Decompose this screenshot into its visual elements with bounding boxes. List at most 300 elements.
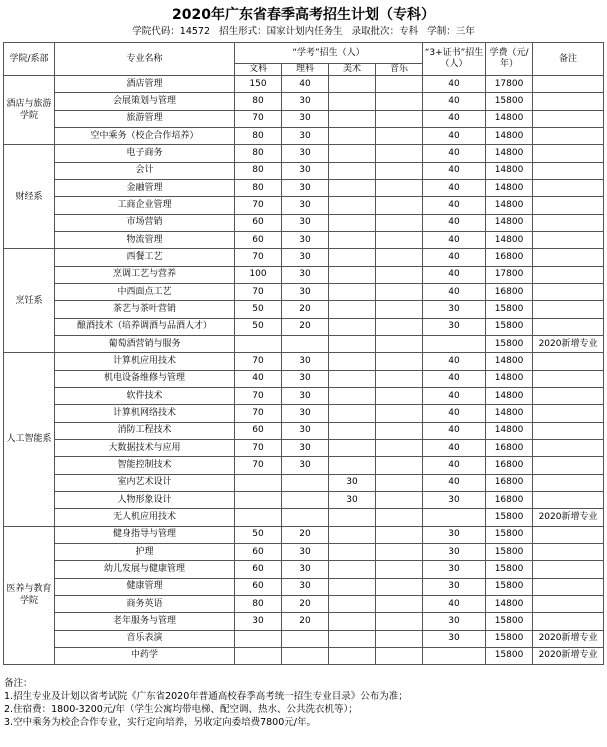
table-row bbox=[4, 76, 604, 93]
cert-cell: 40 bbox=[423, 595, 486, 612]
remark-cell bbox=[533, 578, 604, 595]
document-title: 2020年广东省春季高考招生计划（专科） bbox=[172, 7, 435, 23]
wenke-cell: 60 bbox=[235, 422, 282, 439]
table-row bbox=[4, 578, 604, 595]
yinyue-cell bbox=[376, 179, 423, 196]
wenke-cell: 60 bbox=[235, 543, 282, 560]
wenke-cell: 70 bbox=[235, 405, 282, 422]
remark-cell bbox=[533, 318, 604, 335]
header-cert: “3+证书”招生（人） bbox=[423, 43, 486, 76]
wenke-cell bbox=[235, 474, 282, 491]
yinyue-cell bbox=[376, 613, 423, 630]
fee-cell: 15800 bbox=[486, 93, 533, 110]
yinyue-cell bbox=[376, 301, 423, 318]
remark-cell bbox=[533, 93, 604, 110]
wenke-cell: 70 bbox=[235, 457, 282, 474]
meishu-cell bbox=[329, 613, 376, 630]
meishu-cell bbox=[329, 561, 376, 578]
remark-cell bbox=[533, 283, 604, 300]
wenke-cell: 60 bbox=[235, 231, 282, 248]
like-cell: 30 bbox=[282, 370, 329, 387]
yinyue-cell bbox=[376, 595, 423, 612]
table-row bbox=[4, 266, 604, 283]
dept-cell: 医养与教育学院 bbox=[4, 526, 55, 665]
meishu-cell bbox=[329, 127, 376, 144]
like-cell: 30 bbox=[282, 179, 329, 196]
major-cell: 工商企业管理 bbox=[55, 197, 235, 214]
fee-cell: 15800 bbox=[486, 561, 533, 578]
remark-cell bbox=[533, 526, 604, 543]
wenke-cell bbox=[235, 630, 282, 647]
like-cell: 20 bbox=[282, 318, 329, 335]
major-cell: 会计 bbox=[55, 162, 235, 179]
meishu-cell bbox=[329, 110, 376, 127]
meishu-cell: 30 bbox=[329, 474, 376, 491]
table-row bbox=[4, 491, 604, 508]
cert-cell bbox=[423, 509, 486, 526]
fee-cell: 14800 bbox=[486, 214, 533, 231]
table-row bbox=[4, 405, 604, 422]
like-cell: 30 bbox=[282, 283, 329, 300]
like-cell: 30 bbox=[282, 543, 329, 560]
meishu-cell bbox=[329, 93, 376, 110]
meishu-cell bbox=[329, 509, 376, 526]
fee-cell: 15800 bbox=[486, 526, 533, 543]
like-cell bbox=[282, 474, 329, 491]
like-cell: 30 bbox=[282, 405, 329, 422]
fee-cell: 14800 bbox=[486, 387, 533, 404]
table-row bbox=[4, 526, 604, 543]
dept-cell: 财经系 bbox=[4, 145, 55, 249]
major-cell: 机电设备维修与管理 bbox=[55, 370, 235, 387]
table-row bbox=[4, 457, 604, 474]
major-cell: 智能控制技术 bbox=[55, 457, 235, 474]
fee-cell: 16800 bbox=[486, 474, 533, 491]
table-row bbox=[4, 249, 604, 266]
remark-cell bbox=[533, 197, 604, 214]
fee-cell: 14800 bbox=[486, 127, 533, 144]
fee-cell: 16800 bbox=[486, 457, 533, 474]
cert-cell bbox=[423, 647, 486, 664]
wenke-cell: 70 bbox=[235, 283, 282, 300]
like-cell bbox=[282, 509, 329, 526]
remark-cell bbox=[533, 422, 604, 439]
wenke-cell bbox=[235, 491, 282, 508]
fee-cell: 16800 bbox=[486, 439, 533, 456]
fee-cell: 17800 bbox=[486, 266, 533, 283]
like-cell: 30 bbox=[282, 249, 329, 266]
table-row bbox=[4, 283, 604, 300]
like-cell: 30 bbox=[282, 162, 329, 179]
remark-cell bbox=[533, 457, 604, 474]
cert-cell: 30 bbox=[423, 318, 486, 335]
header-like: 理科 bbox=[282, 64, 329, 76]
yinyue-cell bbox=[376, 422, 423, 439]
yinyue-cell bbox=[376, 439, 423, 456]
dept-cell: 酒店与旅游学院 bbox=[4, 76, 55, 145]
remark-cell bbox=[533, 595, 604, 612]
wenke-cell: 80 bbox=[235, 162, 282, 179]
fee-cell: 16800 bbox=[486, 249, 533, 266]
table-row bbox=[4, 543, 604, 560]
wenke-cell: 70 bbox=[235, 439, 282, 456]
yinyue-cell bbox=[376, 249, 423, 266]
cert-cell: 40 bbox=[423, 474, 486, 491]
wenke-cell bbox=[235, 335, 282, 352]
fee-cell: 14800 bbox=[486, 422, 533, 439]
major-cell: 计算机网络技术 bbox=[55, 405, 235, 422]
meishu-cell bbox=[329, 370, 376, 387]
like-cell: 30 bbox=[282, 353, 329, 370]
remark-cell bbox=[533, 76, 604, 93]
remark-cell bbox=[533, 405, 604, 422]
like-cell: 30 bbox=[282, 457, 329, 474]
enrollment-table bbox=[3, 42, 604, 665]
major-cell: 酒店管理 bbox=[55, 76, 235, 93]
yinyue-cell bbox=[376, 387, 423, 404]
table-row bbox=[4, 509, 604, 526]
cert-cell: 40 bbox=[423, 370, 486, 387]
major-cell: 市场营销 bbox=[55, 214, 235, 231]
major-cell: 葡萄酒营销与服务 bbox=[55, 335, 235, 352]
cert-cell bbox=[423, 335, 486, 352]
major-cell: 电子商务 bbox=[55, 145, 235, 162]
meishu-cell bbox=[329, 422, 376, 439]
like-cell: 30 bbox=[282, 231, 329, 248]
remark-cell bbox=[533, 162, 604, 179]
like-cell: 30 bbox=[282, 266, 329, 283]
table-row bbox=[4, 93, 604, 110]
like-cell bbox=[282, 335, 329, 352]
meishu-cell bbox=[329, 457, 376, 474]
yinyue-cell bbox=[376, 145, 423, 162]
dept-cell: 人工智能系 bbox=[4, 353, 55, 526]
fee-cell: 15800 bbox=[486, 318, 533, 335]
meishu-cell bbox=[329, 145, 376, 162]
note-item-3: 3.空中乘务为校企合作专业，实行定向培养，另收定向委培费7800元/年。 bbox=[4, 717, 316, 728]
major-cell: 无人机应用技术 bbox=[55, 509, 235, 526]
cert-cell: 40 bbox=[423, 249, 486, 266]
major-cell: 室内艺术设计 bbox=[55, 474, 235, 491]
like-cell: 30 bbox=[282, 387, 329, 404]
cert-cell: 30 bbox=[423, 491, 486, 508]
meishu-cell bbox=[329, 335, 376, 352]
remark-cell bbox=[533, 110, 604, 127]
remark-cell bbox=[533, 439, 604, 456]
wenke-cell: 30 bbox=[235, 613, 282, 630]
like-cell: 30 bbox=[282, 214, 329, 231]
yinyue-cell bbox=[376, 405, 423, 422]
wenke-cell: 70 bbox=[235, 110, 282, 127]
document-subtitle: 学院代码：14572 招生形式：国家计划内任务生 录取批次：专科 学制：三年 bbox=[132, 26, 475, 37]
major-cell: 老年服务与管理 bbox=[55, 613, 235, 630]
like-cell bbox=[282, 630, 329, 647]
major-cell: 音乐表演 bbox=[55, 630, 235, 647]
meishu-cell bbox=[329, 387, 376, 404]
table-row bbox=[4, 231, 604, 248]
note-item-1: 1.招生专业及计划以省考试院《广东省2020年普通高校春季高考统一招生专业目录》公布为准； bbox=[4, 691, 408, 702]
cert-cell: 30 bbox=[423, 526, 486, 543]
yinyue-cell bbox=[376, 266, 423, 283]
wenke-cell: 70 bbox=[235, 387, 282, 404]
table-body bbox=[4, 76, 604, 665]
yinyue-cell bbox=[376, 162, 423, 179]
meishu-cell bbox=[329, 162, 376, 179]
cert-cell: 30 bbox=[423, 630, 486, 647]
table-row bbox=[4, 318, 604, 335]
remark-cell: 2020新增专业 bbox=[533, 335, 604, 352]
major-cell: 消防工程技术 bbox=[55, 422, 235, 439]
meishu-cell bbox=[329, 543, 376, 560]
cert-cell: 30 bbox=[423, 543, 486, 560]
meishu-cell bbox=[329, 439, 376, 456]
table-row bbox=[4, 630, 604, 647]
wenke-cell bbox=[235, 509, 282, 526]
fee-cell: 15800 bbox=[486, 630, 533, 647]
wenke-cell: 50 bbox=[235, 318, 282, 335]
remark-cell bbox=[533, 387, 604, 404]
wenke-cell: 70 bbox=[235, 249, 282, 266]
table-row bbox=[4, 647, 604, 664]
like-cell: 30 bbox=[282, 110, 329, 127]
major-cell: 护理 bbox=[55, 543, 235, 560]
wenke-cell: 80 bbox=[235, 179, 282, 196]
wenke-cell: 100 bbox=[235, 266, 282, 283]
major-cell: 旅游管理 bbox=[55, 110, 235, 127]
table-row bbox=[4, 595, 604, 612]
yinyue-cell bbox=[376, 526, 423, 543]
wenke-cell: 60 bbox=[235, 561, 282, 578]
yinyue-cell bbox=[376, 197, 423, 214]
major-cell: 人物形象设计 bbox=[55, 491, 235, 508]
cert-cell: 40 bbox=[423, 231, 486, 248]
major-cell: 空中乘务（校企合作培养） bbox=[55, 127, 235, 144]
wenke-cell: 80 bbox=[235, 145, 282, 162]
yinyue-cell bbox=[376, 127, 423, 144]
table-row bbox=[4, 197, 604, 214]
cert-cell: 40 bbox=[423, 93, 486, 110]
remark-cell: 2020新增专业 bbox=[533, 647, 604, 664]
yinyue-cell bbox=[376, 76, 423, 93]
yinyue-cell bbox=[376, 231, 423, 248]
like-cell: 30 bbox=[282, 145, 329, 162]
remark-cell bbox=[533, 353, 604, 370]
yinyue-cell bbox=[376, 353, 423, 370]
header-xuekao: “学考”招生（人） bbox=[235, 43, 423, 64]
meishu-cell bbox=[329, 197, 376, 214]
table-row bbox=[4, 353, 604, 370]
meishu-cell bbox=[329, 301, 376, 318]
major-cell: 酿酒技术（培养调酒与品酒人才） bbox=[55, 318, 235, 335]
like-cell: 20 bbox=[282, 613, 329, 630]
fee-cell: 17800 bbox=[486, 76, 533, 93]
cert-cell: 40 bbox=[423, 439, 486, 456]
remark-cell bbox=[533, 561, 604, 578]
cert-cell: 40 bbox=[423, 197, 486, 214]
major-cell: 茶艺与茶叶营销 bbox=[55, 301, 235, 318]
major-cell: 幼儿发展与健康管理 bbox=[55, 561, 235, 578]
header-fee: 学费（元/年） bbox=[486, 43, 533, 76]
remark-cell bbox=[533, 301, 604, 318]
meishu-cell bbox=[329, 266, 376, 283]
fee-cell: 14800 bbox=[486, 231, 533, 248]
meishu-cell bbox=[329, 249, 376, 266]
wenke-cell: 60 bbox=[235, 578, 282, 595]
fee-cell: 14800 bbox=[486, 110, 533, 127]
note-item-2: 2.住宿费：1800-3200元/年（学生公寓均带电梯、配空调、热水、公共洗衣机等）； bbox=[4, 704, 358, 715]
header-remark: 备注 bbox=[533, 43, 604, 76]
remark-cell bbox=[533, 179, 604, 196]
table-row bbox=[4, 162, 604, 179]
wenke-cell: 80 bbox=[235, 93, 282, 110]
yinyue-cell bbox=[376, 283, 423, 300]
remark-cell bbox=[533, 249, 604, 266]
cert-cell: 40 bbox=[423, 179, 486, 196]
cert-cell: 40 bbox=[423, 266, 486, 283]
major-cell: 金融管理 bbox=[55, 179, 235, 196]
fee-cell: 15800 bbox=[486, 335, 533, 352]
meishu-cell bbox=[329, 214, 376, 231]
meishu-cell bbox=[329, 283, 376, 300]
fee-cell: 14800 bbox=[486, 370, 533, 387]
table-row bbox=[4, 439, 604, 456]
wenke-cell bbox=[235, 647, 282, 664]
header-meishu: 美术 bbox=[329, 64, 376, 76]
cert-cell: 40 bbox=[423, 283, 486, 300]
table-row bbox=[4, 474, 604, 491]
fee-cell: 15800 bbox=[486, 543, 533, 560]
major-cell: 大数据技术与应用 bbox=[55, 439, 235, 456]
fee-cell: 14800 bbox=[486, 162, 533, 179]
cert-cell: 40 bbox=[423, 422, 486, 439]
wenke-cell: 150 bbox=[235, 76, 282, 93]
table-row bbox=[4, 301, 604, 318]
remark-cell bbox=[533, 145, 604, 162]
table-row bbox=[4, 179, 604, 196]
yinyue-cell bbox=[376, 214, 423, 231]
cert-cell: 30 bbox=[423, 613, 486, 630]
like-cell: 30 bbox=[282, 561, 329, 578]
fee-cell: 16800 bbox=[486, 283, 533, 300]
cert-cell: 40 bbox=[423, 214, 486, 231]
like-cell bbox=[282, 647, 329, 664]
table-row bbox=[4, 561, 604, 578]
wenke-cell: 50 bbox=[235, 526, 282, 543]
cert-cell: 30 bbox=[423, 578, 486, 595]
wenke-cell: 80 bbox=[235, 127, 282, 144]
yinyue-cell bbox=[376, 457, 423, 474]
yinyue-cell bbox=[376, 647, 423, 664]
table-row bbox=[4, 110, 604, 127]
table-row bbox=[4, 613, 604, 630]
yinyue-cell bbox=[376, 561, 423, 578]
fee-cell: 14800 bbox=[486, 595, 533, 612]
wenke-cell: 80 bbox=[235, 595, 282, 612]
major-cell: 中西面点工艺 bbox=[55, 283, 235, 300]
like-cell: 30 bbox=[282, 422, 329, 439]
meishu-cell bbox=[329, 318, 376, 335]
remark-cell: 2020新增专业 bbox=[533, 509, 604, 526]
meishu-cell: 30 bbox=[329, 491, 376, 508]
remark-cell bbox=[533, 491, 604, 508]
dept-cell: 烹饪系 bbox=[4, 249, 55, 353]
remark-cell bbox=[533, 127, 604, 144]
notes bbox=[4, 677, 604, 729]
meishu-cell bbox=[329, 405, 376, 422]
fee-cell: 15800 bbox=[486, 578, 533, 595]
table-row bbox=[4, 145, 604, 162]
table-row bbox=[4, 127, 604, 144]
cert-cell: 40 bbox=[423, 127, 486, 144]
like-cell: 30 bbox=[282, 93, 329, 110]
like-cell: 30 bbox=[282, 578, 329, 595]
table-row bbox=[4, 214, 604, 231]
header-major: 专业名称 bbox=[55, 43, 235, 76]
like-cell: 30 bbox=[282, 439, 329, 456]
like-cell: 30 bbox=[282, 127, 329, 144]
header-dept: 学院/系部 bbox=[4, 43, 55, 76]
yinyue-cell bbox=[376, 578, 423, 595]
cert-cell: 40 bbox=[423, 145, 486, 162]
meishu-cell bbox=[329, 578, 376, 595]
fee-cell: 14800 bbox=[486, 197, 533, 214]
major-cell: 软件技术 bbox=[55, 387, 235, 404]
like-cell: 40 bbox=[282, 76, 329, 93]
fee-cell: 16800 bbox=[486, 491, 533, 508]
wenke-cell: 70 bbox=[235, 197, 282, 214]
meishu-cell bbox=[329, 179, 376, 196]
fee-cell: 15800 bbox=[486, 301, 533, 318]
cert-cell: 40 bbox=[423, 110, 486, 127]
meishu-cell bbox=[329, 630, 376, 647]
major-cell: 西餐工艺 bbox=[55, 249, 235, 266]
yinyue-cell bbox=[376, 509, 423, 526]
yinyue-cell bbox=[376, 370, 423, 387]
meishu-cell bbox=[329, 353, 376, 370]
meishu-cell bbox=[329, 647, 376, 664]
cert-cell: 40 bbox=[423, 405, 486, 422]
yinyue-cell bbox=[376, 318, 423, 335]
major-cell: 烹调工艺与营养 bbox=[55, 266, 235, 283]
fee-cell: 14800 bbox=[486, 179, 533, 196]
cert-cell: 40 bbox=[423, 353, 486, 370]
yinyue-cell bbox=[376, 335, 423, 352]
header-wenke: 文科 bbox=[235, 64, 282, 76]
header-yinyue: 音乐 bbox=[376, 64, 423, 76]
table-row bbox=[4, 335, 604, 352]
remark-cell bbox=[533, 231, 604, 248]
meishu-cell bbox=[329, 231, 376, 248]
fee-cell: 14800 bbox=[486, 405, 533, 422]
wenke-cell: 40 bbox=[235, 370, 282, 387]
major-cell: 计算机应用技术 bbox=[55, 353, 235, 370]
fee-cell: 15800 bbox=[486, 509, 533, 526]
table-row bbox=[4, 370, 604, 387]
like-cell bbox=[282, 491, 329, 508]
cert-cell: 40 bbox=[423, 387, 486, 404]
major-cell: 中药学 bbox=[55, 647, 235, 664]
remark-cell bbox=[533, 474, 604, 491]
cert-cell: 30 bbox=[423, 561, 486, 578]
table-row bbox=[4, 422, 604, 439]
yinyue-cell bbox=[376, 474, 423, 491]
yinyue-cell bbox=[376, 491, 423, 508]
meishu-cell bbox=[329, 76, 376, 93]
fee-cell: 14800 bbox=[486, 353, 533, 370]
remark-cell: 2020新增专业 bbox=[533, 630, 604, 647]
remark-cell bbox=[533, 613, 604, 630]
like-cell: 20 bbox=[282, 301, 329, 318]
